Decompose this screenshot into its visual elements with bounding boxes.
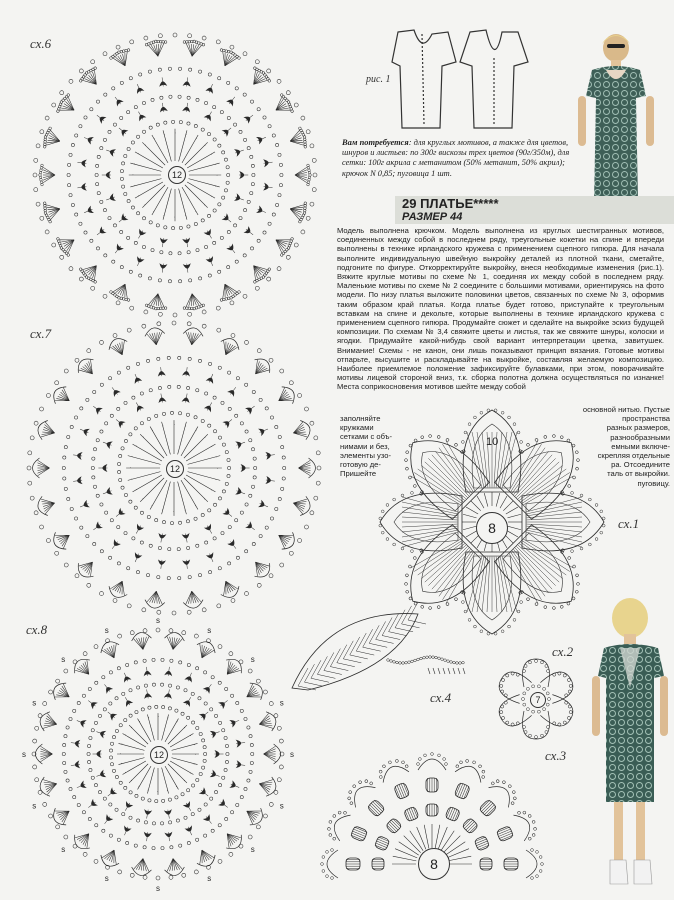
instructions-text: Модель выполнена крючком. Модель выполнена из круглых шестигранных мотивов, соединенных между собой в последнем ряду, треугольные кокетки на спине и впереди выполнены в технике ирландского кружева с применением сцепного гипюра. Для начала выполните индивидуальную швейную выкройку деталей из плотной ткани, сметайте, подгоните по фигуре. Откорректируйте выкройку, внеся необходимые изменения (рис.1). Вяжите круглые мотивы по схеме № 1, соединяя их между собой в последнем ряду. Маленькие мотивы по схеме № 2 соедините с большими мотивами, ориентируясь на фото модели. По низу платья выложите половинки цветов, связанных по схеме № 3, оформив таким образом край платья. Когда платье будет готово, приступайте к треугольным вставкам на спине и декольте, которые выполнены в технике ирландского кружева с применением сцепного гипюра. Продумайте сюжет и сделайте на выкройке эскиз будущей композиции. По схемам № 3,4 свяжите цветы и листья, так же свяжите шнуры, колоски и ягодки. Придумайте какой-нибудь свой вариант интерпретации цветка, завитушек. Внимание! Схемы - не канон, они лишь показывают принцип вязания. Готовые мотивы отпарьте, высушите и раскладывайте на выкройке, составляя желаемую композицию. Наиболее приемлемое положение зафиксируйте булавками, при этом, поворачивайте мотивы лицевой стороной вниз, т.к. сборка полотна должна осуществляться по изнанке! Места соприкосновения мотивов шейте между собой — [337, 226, 664, 392]
svg-text:s: s — [290, 750, 294, 759]
wrap-line: Пришейте — [340, 469, 377, 479]
wrap-line: заполняйте кружками — [340, 414, 381, 433]
scheme-label-3: сх.3 — [545, 748, 567, 763]
figure-label: рис. 1 — [366, 74, 391, 85]
svg-text:s: s — [104, 873, 109, 883]
svg-text:s: s — [279, 698, 284, 708]
model-photo-back — [590, 592, 674, 892]
wrap-line: готовую де- — [340, 460, 381, 470]
svg-text:s: s — [207, 873, 212, 883]
svg-text:s: s — [156, 884, 160, 893]
pattern-size: РАЗМЕР 44 — [402, 211, 463, 223]
instructions-wrap-right — [560, 405, 670, 488]
svg-text:s: s — [32, 698, 37, 708]
svg-text:s: s — [32, 801, 37, 811]
svg-text:s: s — [250, 655, 255, 665]
scheme-label-2: сх.2 — [552, 644, 574, 659]
wrap-line: элементы узо- — [340, 450, 391, 460]
leaf-diagram-4 — [288, 608, 474, 698]
scheme-label-4: сх.4 — [430, 690, 452, 705]
svg-text:s: s — [279, 801, 284, 811]
svg-text:s: s — [156, 616, 160, 625]
svg-text:s: s — [250, 844, 255, 854]
motif-7-center-number: 12 — [166, 460, 184, 478]
wrap-line: сетками с объ- — [340, 432, 393, 442]
svg-text:s: s — [61, 655, 66, 665]
svg-text:s: s — [22, 750, 26, 759]
svg-text:s: s — [104, 626, 109, 636]
flower-3-center-number: 8 — [418, 848, 450, 880]
scheme-label-1: сх.1 — [618, 516, 640, 531]
pattern-title: 29 ПЛАТЬЕ***** — [402, 196, 499, 211]
motif-6-center-number: 12 — [168, 166, 186, 184]
materials-heading: Вам потребуется — [342, 138, 409, 147]
wrap-line: пуговицу. — [637, 478, 670, 488]
flower-2-center-number: 7 — [530, 692, 546, 708]
flower-1-petal-number: 10 — [486, 436, 499, 448]
flower-1-center-number: 8 — [476, 512, 508, 544]
model-photo-front — [566, 26, 666, 222]
instructions-wrap-left — [340, 414, 408, 478]
motif-8-center-number: 12 — [150, 746, 168, 764]
wrap-line: емными включе- — [611, 441, 670, 451]
svg-text:s: s — [207, 626, 212, 636]
scheme-label-7: сх.7 — [30, 326, 52, 341]
wrap-line: основной нитью. Пустые пространства — [582, 405, 670, 424]
wrap-line: таль от выкройки. — [607, 469, 670, 479]
scheme-label-6: сх.6 — [30, 36, 52, 51]
wrap-line: ра. Отсоедините — [611, 460, 670, 470]
materials-body: : для круглых мотивов, а также для цветов, шнуров и листьев: по 300г вискозы трех цветов (90г/350м), для сетки: 100г акрила с метанитом (50% метанит, 50% акрил); крючок N 0,85; пуговица 1 шт. — [342, 138, 570, 178]
wrap-line: разных размеров, разнообразными — [606, 423, 670, 442]
wrap-line: нимами и без, — [340, 441, 390, 451]
svg-text:s: s — [61, 844, 66, 854]
materials-text — [342, 138, 574, 179]
wrap-line: скрепляя отдельные — [597, 451, 670, 461]
scheme-label-8: сх.8 — [26, 622, 48, 637]
pattern-silhouette — [392, 28, 542, 132]
